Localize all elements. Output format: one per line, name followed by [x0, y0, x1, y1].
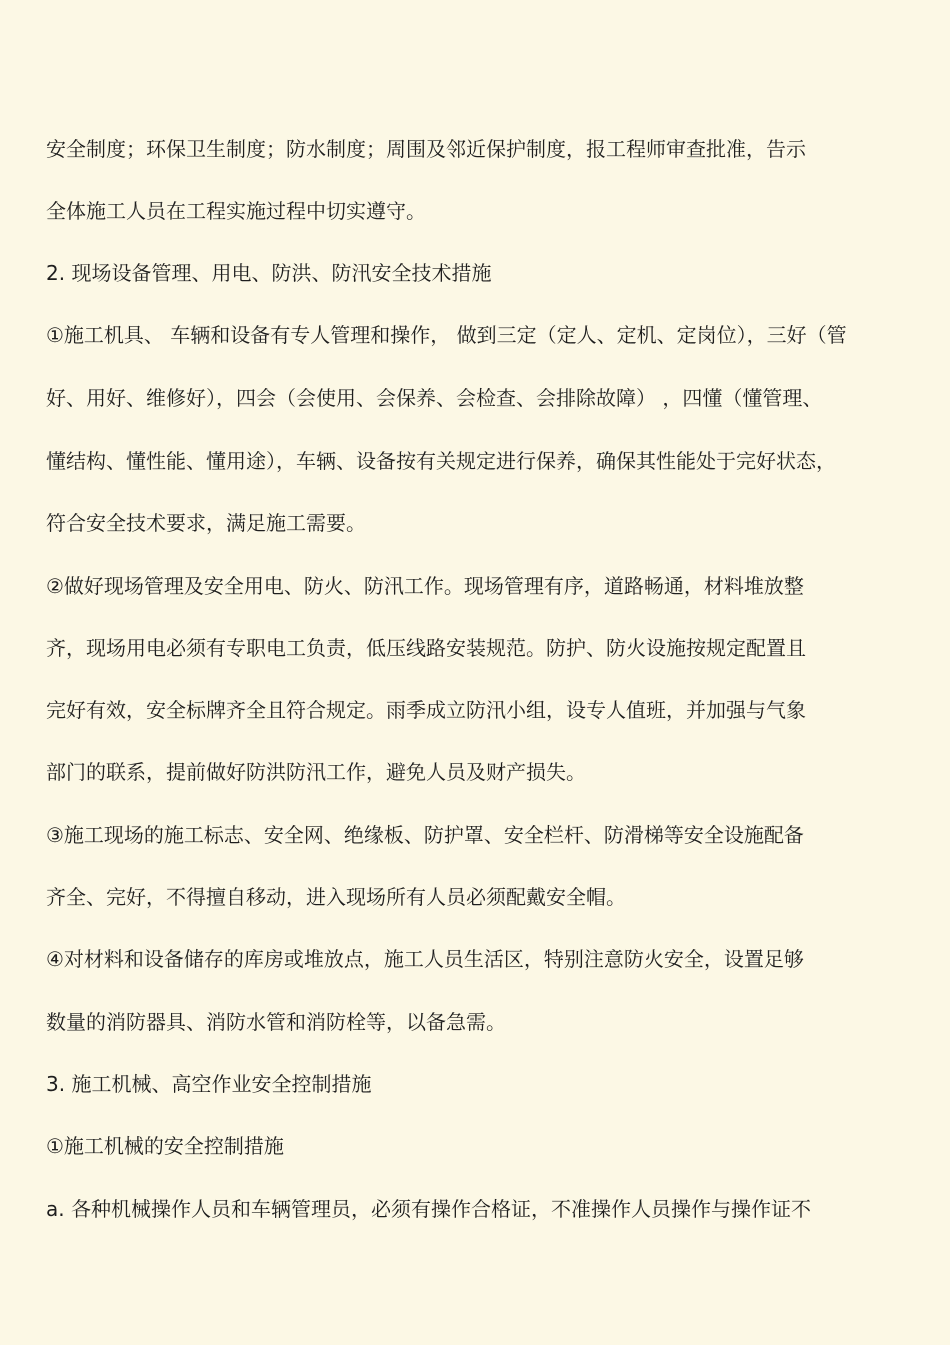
body-text-line: ④对材料和设备储存的库房或堆放点，施工人员生活区，特别注意防火安全，设置足够	[46, 947, 804, 971]
body-text-line: 数量的消防器具、消防水管和消防栓等，以备急需。	[46, 1010, 506, 1034]
subsection-heading: ①施工机械的安全控制措施	[46, 1134, 284, 1158]
body-text-line: 安全制度；环保卫生制度；防水制度；周围及邻近保护制度，报工程师审查批准，告示	[46, 137, 806, 161]
body-text-line: 齐，现场用电必须有专职电工负责，低压线路安装规范。防护、防火设施按规定配置且	[46, 636, 806, 660]
body-text-line: 懂结构、懂性能、懂用途），车辆、设备按有关规定进行保养，确保其性能处于完好状态，	[46, 449, 836, 473]
body-text-line: ①施工机具、 车辆和设备有专人管理和操作， 做到三定（定人、定机、定岗位），三好（管	[46, 323, 847, 347]
body-text-line: 好、用好、维修好），四会（会使用、会保养、会检查、会排除故障） ，四懂（懂管理、	[46, 386, 823, 410]
body-text-line: 部门的联系，提前做好防洪防汛工作，避免人员及财产损失。	[46, 760, 586, 784]
body-text-line: 齐全、完好，不得擅自移动，进入现场所有人员必须配戴安全帽。	[46, 885, 626, 909]
body-text-line: 全体施工人员在工程实施过程中切实遵守。	[46, 199, 426, 223]
section-heading: 2. 现场设备管理、用电、防洪、防汛安全技术措施	[46, 261, 492, 285]
body-text-line: ③施工现场的施工标志、安全网、绝缘板、防护罩、安全栏杆、防滑梯等安全设施配备	[46, 823, 804, 847]
body-text-line: ②做好现场管理及安全用电、防火、防汛工作。现场管理有序，道路畅通，材料堆放整	[46, 574, 804, 598]
body-text-line: 符合安全技术要求，满足施工需要。	[46, 511, 366, 535]
section-heading: 3. 施工机械、高空作业安全控制措施	[46, 1072, 372, 1096]
body-text-line: 完好有效，安全标牌齐全且符合规定。雨季成立防汛小组，设专人值班，并加强与气象	[46, 698, 806, 722]
body-text-line: a. 各种机械操作人员和车辆管理员，必须有操作合格证，不准操作人员操作与操作证不	[46, 1197, 811, 1221]
